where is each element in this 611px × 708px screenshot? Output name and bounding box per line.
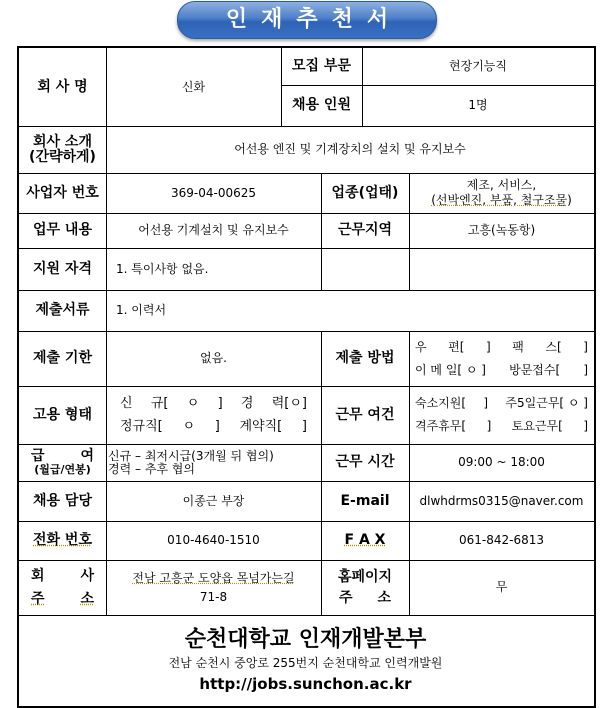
contact-person-value: 이종근 부장	[182, 493, 245, 508]
industry-label: 업종(업태)	[331, 184, 399, 201]
method-label: 제출 방법	[335, 350, 395, 366]
footer-title: 순천대학교 인재개발본부	[184, 627, 427, 652]
industry-value	[409, 173, 594, 213]
work-time-label: 근무 시간	[335, 454, 395, 470]
footer-url[interactable]: http://jobs.sunchon.ac.kr	[199, 675, 412, 693]
documents-value: 1. 이력서	[116, 303, 167, 317]
conditions-line1: 숙소지원[ ] 주5일근무[ ㅇ ]	[415, 396, 588, 410]
intro-label	[19, 126, 106, 173]
intro-value: 어선용 엔진 및 기계장치의 설치 및 유지보수	[234, 142, 466, 156]
method-line2: 이 메 일[ ㅇ ] 방문접수[ ]	[415, 362, 588, 377]
document-title-banner	[177, 1, 437, 39]
phone-value: 010-4640-1510	[167, 533, 260, 547]
employment-line1: 신 규[ ㅇ ] 경 력[ㅇ]	[120, 396, 307, 411]
qualification-value: 1. 특이사항 없음.	[116, 261, 209, 276]
industry-value-line1: 제조, 서비스,	[466, 178, 537, 192]
work-area-label: 근무지역	[337, 222, 393, 238]
email-value[interactable]: dlwhdrms0315@naver.com	[419, 493, 584, 508]
industry-value-line2: (선박엔진, 부품, 철구조물)	[431, 193, 572, 207]
deadline-value: 없음.	[200, 351, 227, 365]
footer-address: 전남 순천시 중앙로 255번지 순천대학교 인력개발원	[168, 656, 443, 670]
company-name-label: 회 사 명	[37, 78, 88, 95]
documents-label: 제출서류	[35, 302, 90, 318]
biz-no-label: 사업자 번호	[26, 184, 99, 201]
phone-label: 전화 번호	[33, 532, 92, 548]
employment-type-value	[106, 386, 321, 444]
salary-value: 신규 – 최저시급(3개월 뒤 협의) 경력 – 추후 협의	[108, 448, 274, 476]
fax-value: 061-842-6813	[458, 533, 544, 547]
duty-label: 업무 내용	[33, 222, 92, 238]
intro-label-line1: 회사 소개	[33, 133, 92, 150]
work-area-value: 고흥(녹동항)	[467, 223, 536, 237]
address-label: 회 사 주 소	[31, 567, 94, 607]
intro-label-line2: (간략하게)	[29, 148, 96, 165]
method-line1: 우 편[ ] 팩 스[ ]	[415, 339, 588, 354]
method-value	[409, 331, 594, 386]
duty-value: 어선용 기계설치 및 유지보수	[138, 223, 289, 237]
document-title: 인재추천서	[225, 7, 403, 32]
homepage-label: 홈페이지 주 소	[337, 568, 393, 606]
headcount-label: 채용 인원	[292, 97, 351, 113]
fax-label: F A X	[344, 532, 386, 548]
employment-type-label: 고용 형태	[33, 406, 92, 423]
work-time-value: 09:00 ~ 18:00	[458, 455, 545, 469]
qualification-label: 지원 자격	[33, 260, 92, 277]
recruit-dept-label: 모집 부문	[292, 58, 351, 74]
conditions-line2: 격주휴무[ ] 토요근무[ ]	[415, 419, 588, 433]
company-name-value: 신화	[181, 79, 206, 94]
email-label: E-mail	[340, 492, 390, 509]
conditions-value	[409, 386, 594, 444]
homepage-value: 무	[495, 580, 508, 594]
biz-no-value: 369-04-00625	[170, 185, 256, 200]
recruit-dept-value: 현장기능직	[449, 59, 507, 73]
recommendation-form	[17, 46, 596, 708]
headcount-value: 1명	[468, 98, 488, 112]
deadline-label: 제출 기한	[33, 350, 92, 366]
conditions-label: 근무 여건	[335, 406, 395, 423]
salary-label: 급 여 (월급/연봉)	[31, 447, 94, 476]
contact-person-label: 채용 담당	[33, 492, 92, 509]
employment-line2: 정규직[ ㅇ ] 계약직[ ]	[120, 419, 307, 434]
address-value: 전남 고흥군 도양읍 목넘가는길 71-8	[132, 570, 295, 604]
